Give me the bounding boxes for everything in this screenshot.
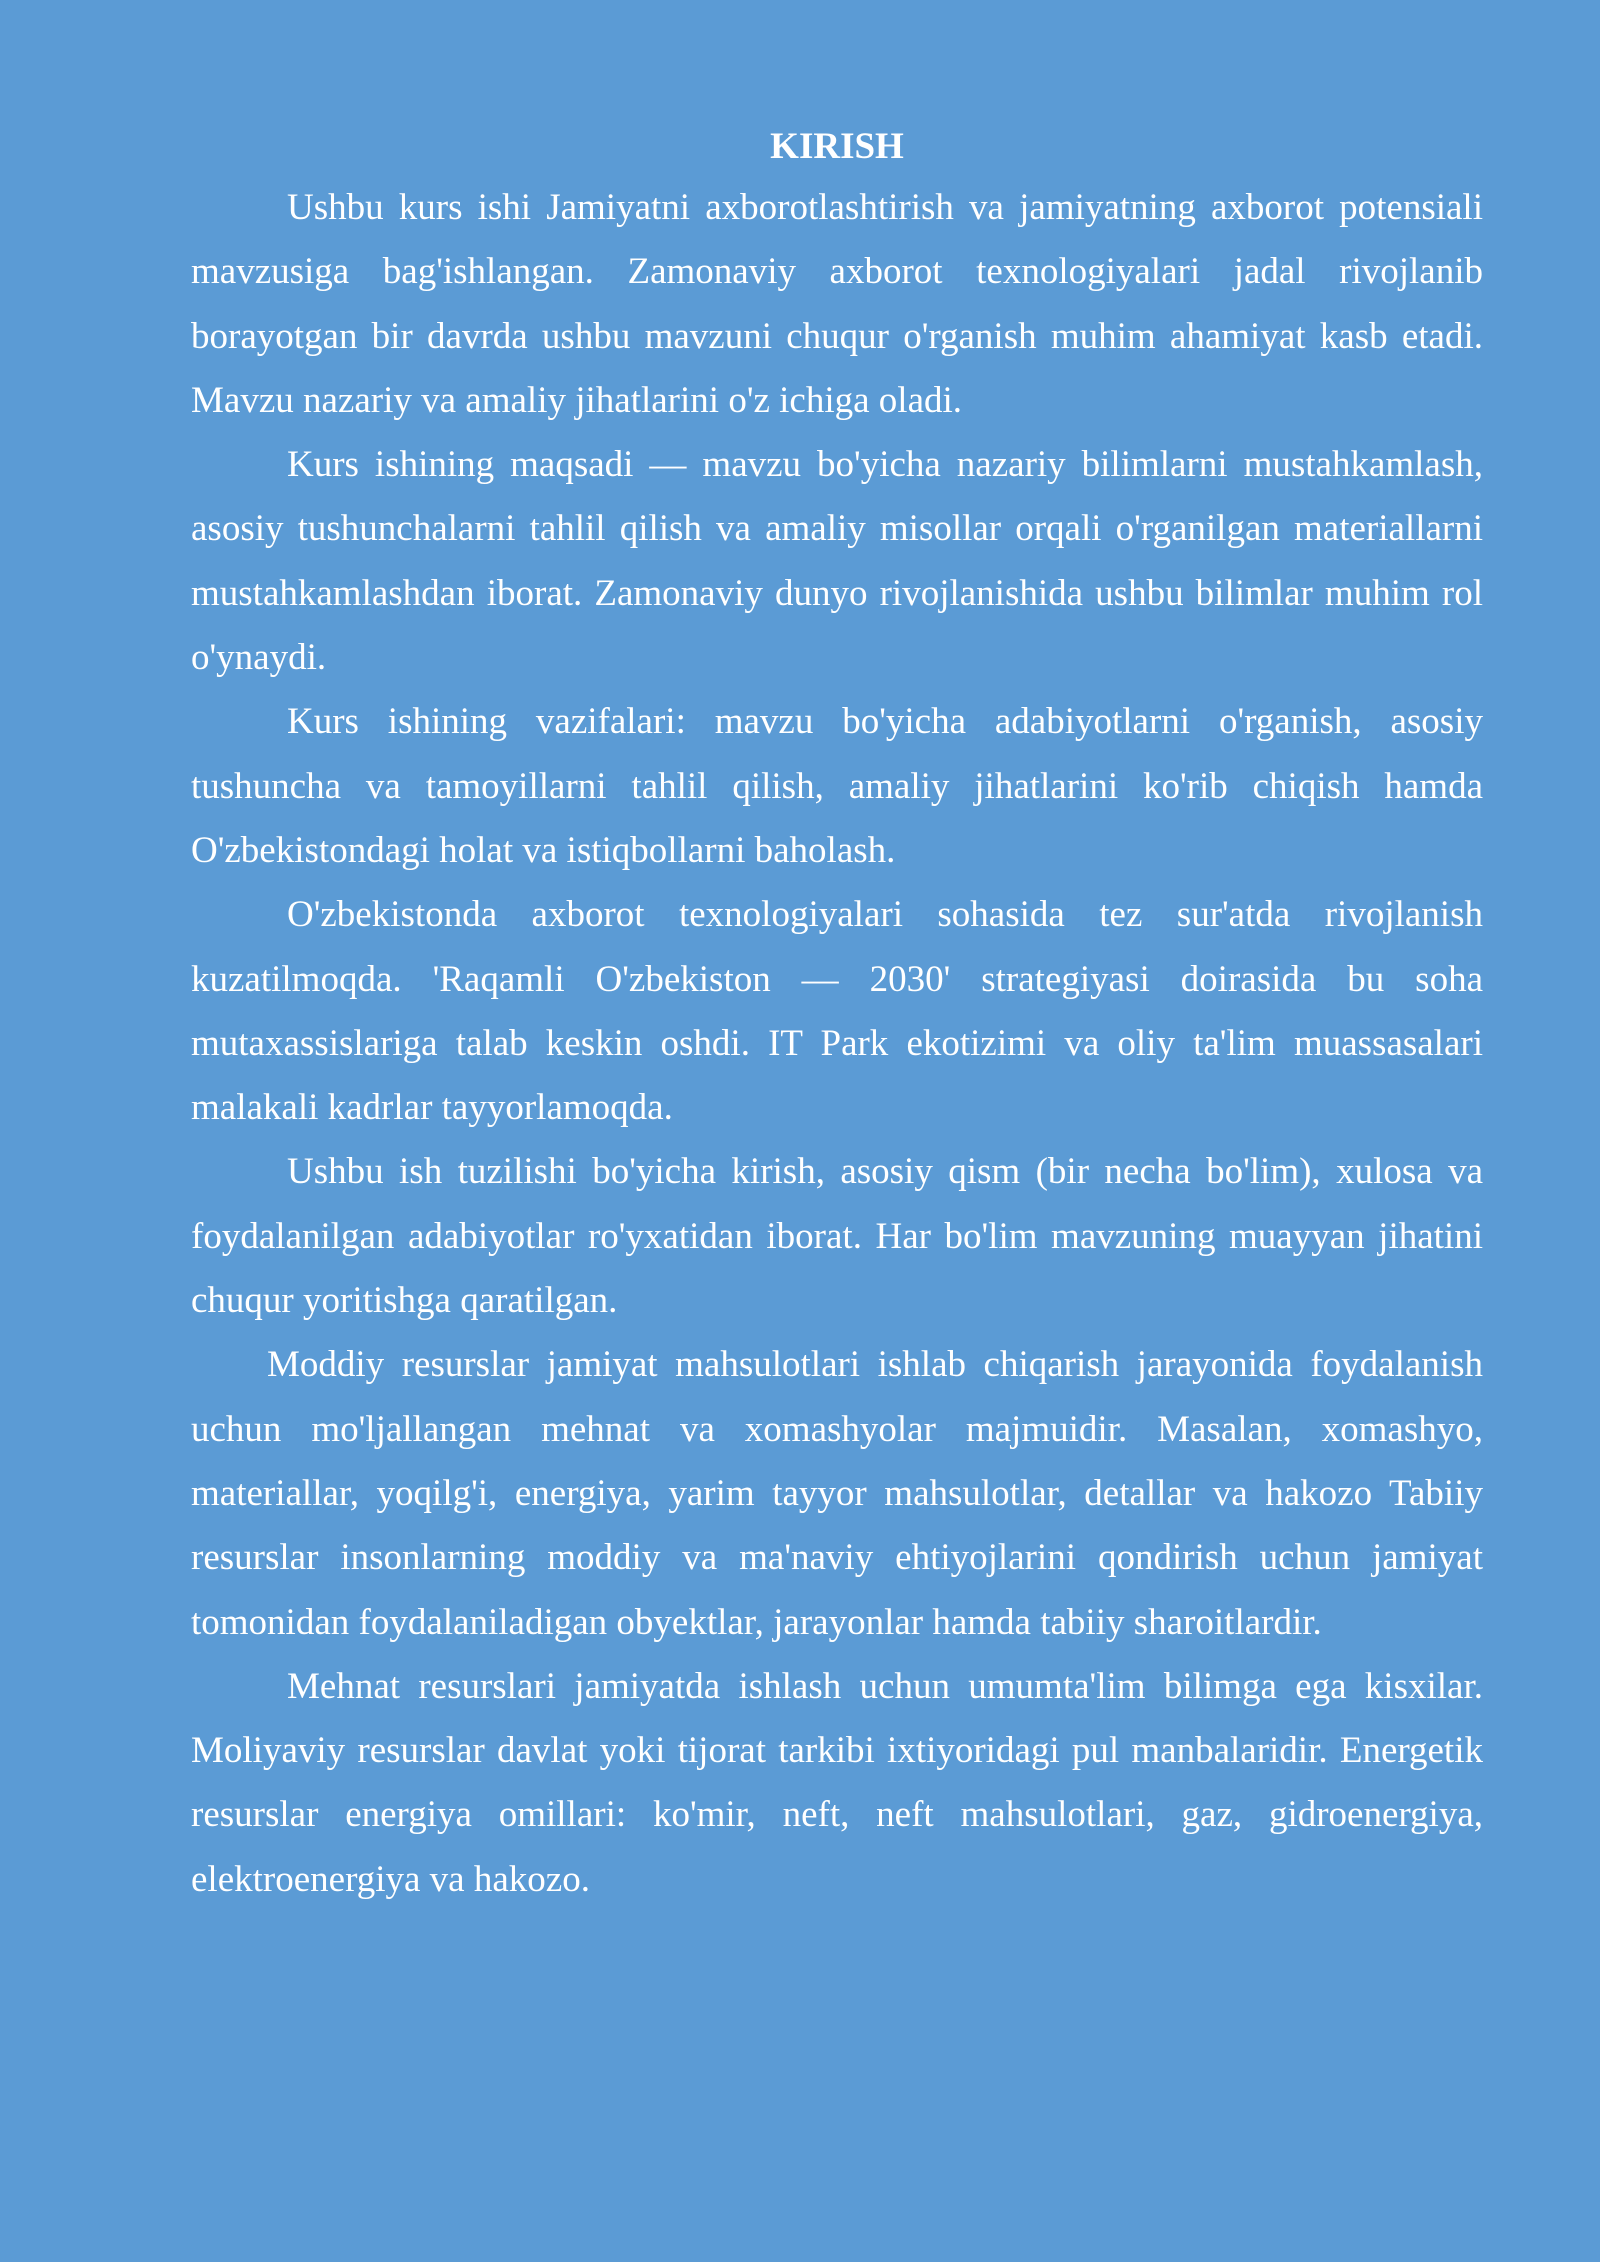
page-title: KIRISH [770, 126, 904, 167]
paragraph-intro: Ushbu kurs ishi Jamiyatni axborotlashtirish va jamiyatning axborot potensiali mavzusiga bag'ishlangan. Zamonaviy axborot texnologiyalari jadal rivojlanib borayotgan bir davrda ushbu mavzuni chuqur o'rganish muhim ahamiyat kasb etadi. Mavzu nazariy va amaliy jihatlarini o'z ichiga oladi. [191, 187, 1483, 421]
paragraph-material-resources: Moddiy resurslar jamiyat mahsulotlari ishlab chiqarish jarayonida foydalanish uchun mo'ljallangan mehnat va xomashyolar majmuidir. Masalan, xomashyo, materiallar, yoqilg'i, energiya, yarim tayyor mahsulotlar, detallar va hakozo Tabiiy resurslar insonlarning moddiy va ma'naviy ehtiyojlarini qondirish uchun jamiyat tomonidan foydalaniladigan obyektlar, jarayonlar hamda tabiiy sharoitlardir. [191, 1344, 1483, 1643]
paragraph-labor-resources: Mehnat resurslari jamiyatda ishlash uchun umumta'lim bilimga ega kisxilar. Moliyaviy resurslar davlat yoki tijorat tarkibi ixtiyoridagi pul manbalaridir. Energetik resurslar energiya omillari: ko'mir, neft, neft mahsulotlari, gaz, gidroenergiya, elektroenergiya va hakozo. [191, 1665, 1483, 1900]
paragraph-structure: Ushbu ish tuzilishi bo'yicha kirish, asosiy qism (bir necha bo'lim), xulosa va foydalanilgan adabiyotlar ro'yxatidan iborat. Har bo'lim mavzuning muayyan jihatini chuqur yoritishga qaratilgan. [191, 1151, 1483, 1322]
paragraph-uzbekistan: O'zbekistonda axborot texnologiyalari sohasida tez sur'atda rivojlanish kuzatilmoqda. 'Raqamli O'zbekiston — 2030' strategiyasi doirasida bu soha mutaxassislariga talab keskin oshdi. IT Park ekotizimi va oliy ta'lim muassasalari malakali kadrlar tayyorlamoqda. [191, 894, 1483, 1129]
paragraph-goal: Kurs ishining maqsadi — mavzu bo'yicha nazariy bilimlarni mustahkamlash, asosiy tushunchalarni tahlil qilish va amaliy misollar orqali o'rganilgan materiallarni mustahkamlashdan iborat. Zamonaviy dunyo rivojlanishida ushbu bilimlar muhim rol o'ynaydi. [191, 444, 1483, 679]
paragraph-tasks: Kurs ishining vazifalari: mavzu bo'yicha adabiyotlarni o'rganish, asosiy tushuncha va tamoyillarni tahlil qilish, amaliy jihatlarini ko'rib chiqish hamda O'zbekistondagi holat va istiqbollarni baholash. [191, 701, 1483, 871]
